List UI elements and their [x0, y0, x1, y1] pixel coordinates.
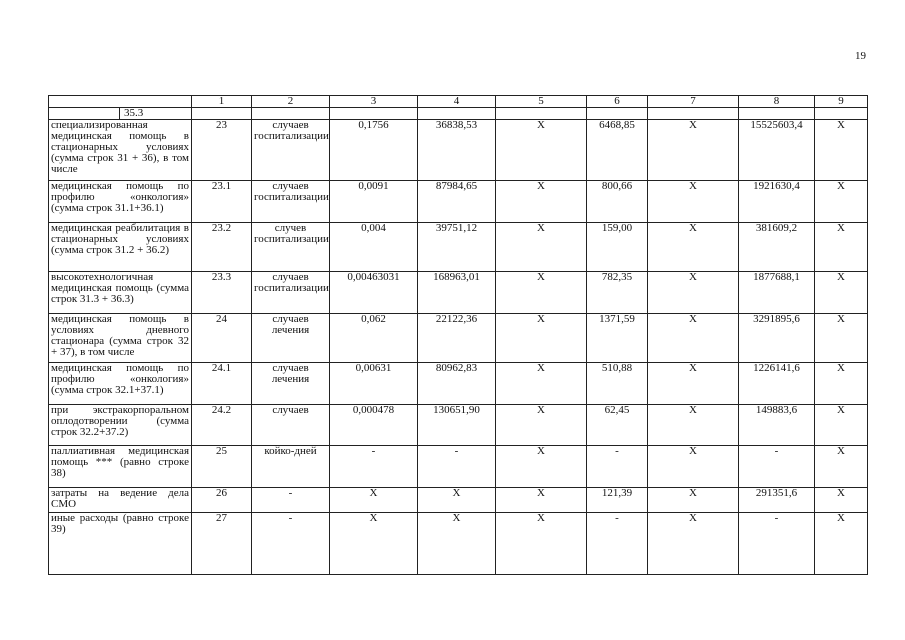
- row-name-cell: высокотехнологичная медицинская помощь (сумма строк 31.3 + 36.3): [49, 272, 192, 314]
- header-cell: 5: [496, 96, 587, 108]
- row-name-cell: затраты на ведение дела СМО: [49, 487, 192, 512]
- row-value-cell: X: [648, 363, 739, 405]
- row-value-cell: 510,88: [587, 363, 648, 405]
- row-value-cell: случаев лечения: [252, 363, 330, 405]
- header-cell: 8: [739, 96, 815, 108]
- row-value-cell: 168963,01: [418, 272, 496, 314]
- row-value-cell: 62,45: [587, 404, 648, 446]
- row-value-cell: 121,39: [587, 487, 648, 512]
- table-row: [49, 313, 868, 363]
- row-value-cell: X: [815, 120, 868, 181]
- row-value-cell: 381609,2: [739, 222, 815, 272]
- row-value-cell: X: [330, 513, 418, 575]
- row-value-cell: X: [648, 404, 739, 446]
- row-name-cell: специализированная медицинская помощь в стационарных условиях (сумма строк 31 + 36), в том числе: [49, 120, 192, 181]
- row-name-cell: иные расходы (равно строке 39): [49, 513, 192, 575]
- row-value-cell: X: [330, 487, 418, 512]
- row-value-cell: X: [815, 487, 868, 512]
- row-name-cell: медицинская реабилитация в стационарных условиях (сумма строк 31.2 + 36.2): [49, 222, 192, 272]
- row-value-cell: 23.3: [192, 272, 252, 314]
- row-value-cell: X: [648, 120, 739, 181]
- header-cell: [49, 96, 192, 108]
- row-value-cell: 23.1: [192, 181, 252, 223]
- row-value-cell: случаев госпитализации: [252, 181, 330, 223]
- row-value-cell: X: [648, 272, 739, 314]
- row-value-cell: X: [496, 222, 587, 272]
- row-value-cell: случаев госпитализации: [252, 272, 330, 314]
- row-value-cell: X: [418, 487, 496, 512]
- row-value-cell: случаев лечения: [252, 313, 330, 363]
- header-row: [49, 96, 868, 108]
- row-value-cell: X: [815, 181, 868, 223]
- table-row: [49, 404, 868, 446]
- row-value-cell: X: [815, 446, 868, 488]
- row-value-cell: -: [252, 487, 330, 512]
- row-value-cell: 1877688,1: [739, 272, 815, 314]
- header-cell: 7: [648, 96, 739, 108]
- row-value-cell: 24.2: [192, 404, 252, 446]
- row-value-cell: 782,35: [587, 272, 648, 314]
- row-value-cell: 0,1756: [330, 120, 418, 181]
- row-value-cell: 27: [192, 513, 252, 575]
- row-value-cell: X: [418, 513, 496, 575]
- page-number: 19: [855, 50, 866, 62]
- header-cell: 3: [330, 96, 418, 108]
- row-value-cell: 0,062: [330, 313, 418, 363]
- row-name-cell: паллиативная медицинская помощь *** (равно строке 38): [49, 446, 192, 488]
- header-cell: 9: [815, 96, 868, 108]
- row-name-cell: медицинская помощь в условиях дневного стационара (сумма строк 32 + 37), в том числе: [49, 313, 192, 363]
- row-value-cell: -: [739, 513, 815, 575]
- row-value-cell: X: [496, 181, 587, 223]
- row-value-cell: X: [496, 446, 587, 488]
- row-value-cell: -: [330, 446, 418, 488]
- row-value-cell: 1226141,6: [739, 363, 815, 405]
- row-value-cell: 24.1: [192, 363, 252, 405]
- row-value-cell: X: [496, 120, 587, 181]
- row-value-cell: X: [496, 272, 587, 314]
- row-value-cell: 130651,90: [418, 404, 496, 446]
- row-value-cell: 6468,85: [587, 120, 648, 181]
- table-row: [49, 181, 868, 223]
- row-value-cell: 23: [192, 120, 252, 181]
- sub-label-row: [49, 108, 868, 120]
- row-value-cell: 159,00: [587, 222, 648, 272]
- row-value-cell: X: [496, 313, 587, 363]
- row-name-cell: медицинская помощь по профилю «онкология» (сумма строк 32.1+37.1): [49, 363, 192, 405]
- row-name-cell: при экстракорпоральном оплодотворении (сумма строк 32.2+37.2): [49, 404, 192, 446]
- header-cell: 1: [192, 96, 252, 108]
- row-value-cell: 291351,6: [739, 487, 815, 512]
- row-value-cell: -: [252, 513, 330, 575]
- row-value-cell: X: [496, 513, 587, 575]
- row-value-cell: 22122,36: [418, 313, 496, 363]
- row-value-cell: X: [815, 513, 868, 575]
- row-value-cell: 15525603,4: [739, 120, 815, 181]
- row-value-cell: X: [815, 313, 868, 363]
- row-value-cell: X: [815, 272, 868, 314]
- row-value-cell: 26: [192, 487, 252, 512]
- table-row: [49, 446, 868, 488]
- table-body: [49, 96, 868, 575]
- row-value-cell: -: [587, 513, 648, 575]
- row-value-cell: X: [648, 181, 739, 223]
- sub-label-cell: [49, 108, 192, 120]
- table-row: [49, 487, 868, 512]
- row-value-cell: 25: [192, 446, 252, 488]
- row-value-cell: 149883,6: [739, 404, 815, 446]
- row-value-cell: X: [648, 313, 739, 363]
- table-row: [49, 513, 868, 575]
- table-row: [49, 120, 868, 181]
- row-value-cell: X: [648, 446, 739, 488]
- row-value-cell: X: [815, 404, 868, 446]
- row-value-cell: 800,66: [587, 181, 648, 223]
- table-row: [49, 222, 868, 272]
- header-cell: 2: [252, 96, 330, 108]
- row-value-cell: 80962,83: [418, 363, 496, 405]
- row-value-cell: случаев: [252, 404, 330, 446]
- row-value-cell: X: [648, 513, 739, 575]
- row-value-cell: случаев госпитализации: [252, 120, 330, 181]
- row-name-cell: медицинская помощь по профилю «онкология» (сумма строк 31.1+36.1): [49, 181, 192, 223]
- row-value-cell: 3291895,6: [739, 313, 815, 363]
- table-row: [49, 272, 868, 314]
- row-value-cell: койко-дней: [252, 446, 330, 488]
- row-value-cell: X: [648, 487, 739, 512]
- row-value-cell: -: [739, 446, 815, 488]
- header-cell: 4: [418, 96, 496, 108]
- row-value-cell: -: [587, 446, 648, 488]
- row-value-cell: X: [496, 487, 587, 512]
- row-value-cell: -: [418, 446, 496, 488]
- row-value-cell: 1921630,4: [739, 181, 815, 223]
- row-value-cell: 87984,65: [418, 181, 496, 223]
- row-value-cell: 24: [192, 313, 252, 363]
- row-value-cell: 36838,53: [418, 120, 496, 181]
- row-value-cell: 0,004: [330, 222, 418, 272]
- row-value-cell: X: [496, 404, 587, 446]
- table-row: [49, 363, 868, 405]
- sub-label: 35.3: [119, 108, 143, 119]
- row-value-cell: случев госпитализации: [252, 222, 330, 272]
- row-value-cell: 39751,12: [418, 222, 496, 272]
- row-value-cell: 1371,59: [587, 313, 648, 363]
- row-value-cell: X: [648, 222, 739, 272]
- row-value-cell: 0,00463031: [330, 272, 418, 314]
- header-cell: 6: [587, 96, 648, 108]
- row-value-cell: 0,000478: [330, 404, 418, 446]
- row-value-cell: 23.2: [192, 222, 252, 272]
- data-table: [48, 95, 868, 575]
- row-value-cell: X: [815, 363, 868, 405]
- row-value-cell: 0,00631: [330, 363, 418, 405]
- row-value-cell: 0,0091: [330, 181, 418, 223]
- row-value-cell: X: [815, 222, 868, 272]
- row-value-cell: X: [496, 363, 587, 405]
